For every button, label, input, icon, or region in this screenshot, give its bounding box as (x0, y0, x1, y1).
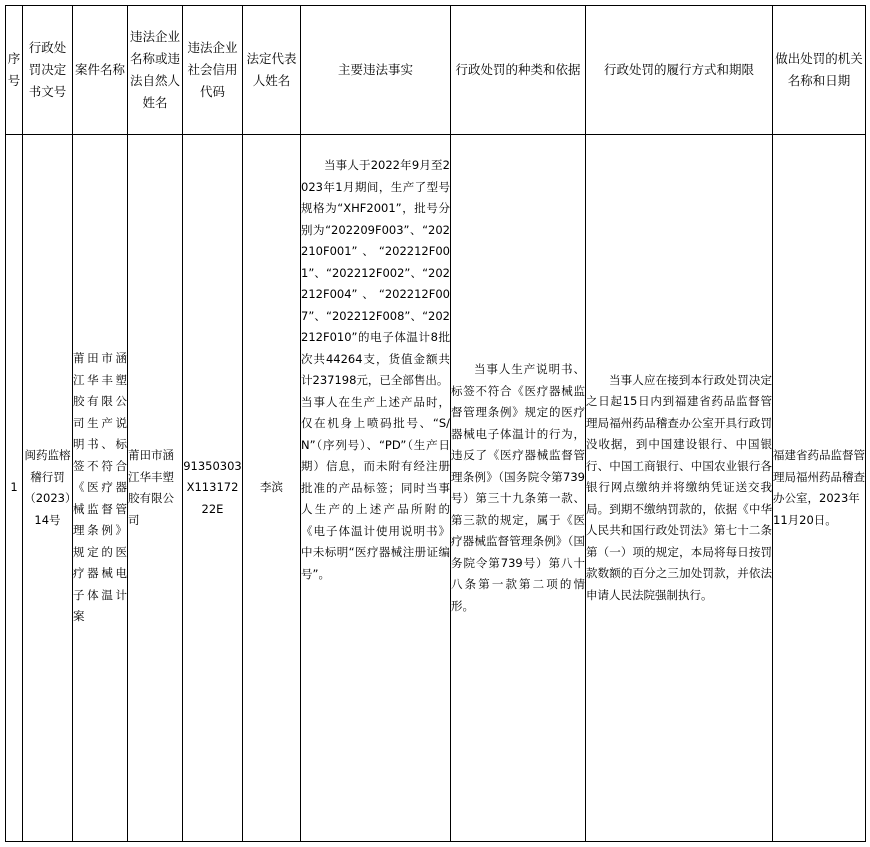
header-case-name: 案件名称 (73, 6, 128, 135)
header-legal-rep: 法定代表人姓名 (243, 6, 301, 135)
performance-text: 当事人应在接到本行政处罚决定之日起15日内到福建省药品监督管理局福州药品稽查办公室开具行政罚没收据，到中国建设银行、中国银行、中国工商银行、中国农业银行各银行网点缴纳并将缴纳凭证送交我局。到期不缴纳罚款的，依据《中华人民共和国行政处罚法》第七十二条第（一）项的规定，本局将每日按罚款数额的百分之三加处罚款，并依法申请人民法院强制执行。 (586, 372, 772, 602)
header-row (6, 6, 866, 135)
cell-legal-rep: 李滨 (243, 135, 301, 842)
cell-doc-no: 闽药监榕稽行罚（2023）14号 (23, 135, 73, 842)
table-row (6, 135, 866, 842)
cell-case-name: 莆田市涵江华丰塑胶有限公司生产说明书、标签不符合《医疗器械监督管理条例》规定的医疗器械电子体温计案 (73, 135, 128, 842)
header-doc-no: 行政处罚决定书文号 (23, 6, 73, 135)
header-seq: 序号 (6, 6, 23, 135)
kind-text: 当事人生产说明书、标签不符合《医疗器械监督管理条例》规定的医疗器械电子体温计的行为，违反了《医疗器械监督管理条例》（国务院令第739号）第三十九条第一款、第三款的规定，属于《医疗器械监督管理条例》（国务院令第739号）第八十八条第一款第二项的情形。 (451, 362, 585, 613)
cell-party: 莆田市涵江华丰塑胶有限公司 (128, 135, 183, 842)
penalty-table (5, 5, 866, 842)
cell-authority: 福建省药品监督管理局福州药品稽查办公室，2023年11月20日。 (773, 135, 866, 842)
cell-performance (586, 135, 773, 842)
header-credit-code: 违法企业社会信用代码 (183, 6, 243, 135)
facts-paragraph-1: 当事人于2022年9月至2023年1月期间，生产了型号规格为“XHF2001”，批号分别为“202209F003”、“202210F001”、“202212F001”、“202212F002”、“202212F004”、“202212F007”、“202212F008”、“202212F010”的电子体温计8批次共44264支，货值金额共计237198元，已全部售出。 (301, 158, 450, 387)
header-party: 违法企业名称或违法自然人姓名 (128, 6, 183, 135)
cell-facts (301, 135, 451, 842)
cell-kind (451, 135, 586, 842)
facts-paragraph-2: 当事人在生产上述产品时，仅在机身上喷码批号、“S/N”（序列号）、“PD”（生产日期）信息，而未附有经注册批准的产品标签；同时当事人生产的上述产品所附的《电子体温计使用说明书》中未标明“医疗器械注册证编号”。 (301, 394, 450, 581)
cell-credit-code: 91350303X11317222E (183, 135, 243, 842)
header-performance: 行政处罚的履行方式和期限 (586, 6, 773, 135)
header-authority: 做出处罚的机关名称和日期 (773, 6, 866, 135)
header-facts: 主要违法事实 (301, 6, 451, 135)
header-kind: 行政处罚的种类和依据 (451, 6, 586, 135)
cell-seq: 1 (6, 135, 23, 842)
